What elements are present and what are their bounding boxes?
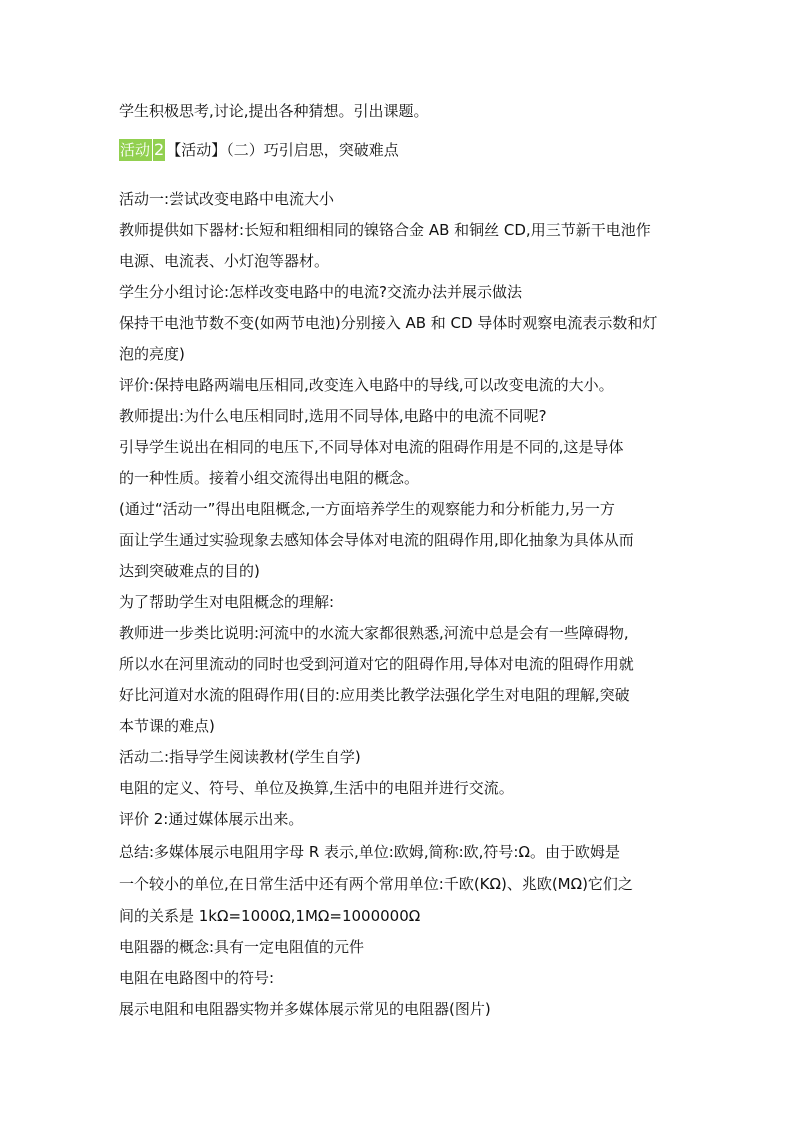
body-line: 评价:保持电路两端电压相同,改变连入电路中的导线,可以改变电流的大小。 [119,376,614,394]
activity-number: 2 [154,140,165,159]
body-line: (通过“活动一”得出电阻概念,一方面培养学生的观察能力和分析能力,另一方 [119,500,615,518]
body-line: 电阻器的概念:具有一定电阻值的元件 [119,938,365,956]
body-line: 教师提供如下器材:长短和粗细相同的镍铬合金 AB 和铜丝 CD,用三节新干电池作 [119,221,651,239]
activity-heading-text: 【活动】（二）巧引启思，突破难点 [166,141,399,159]
activity-heading [119,138,399,162]
body-line: 电源、电流表、小灯泡等器材。 [119,252,330,270]
body-line: 一个较小的单位,在日常生活中还有两个常用单位:千欧(KΩ)、兆欧(MΩ)它们之 [119,875,633,893]
body-line: 学生分小组讨论:怎样改变电路中的电流?交流办法并展示做法 [119,283,523,301]
body-line: 教师提出:为什么电压相同时,选用不同导体,电路中的电流不同呢? [119,407,547,425]
body-line: 展示电阻和电阻器实物并多媒体展示常见的电阻器(图片) [119,1000,491,1018]
activity-tag: 活动 [120,141,151,159]
body-line: 活动一:尝试改变电路中电流大小 [119,190,335,208]
body-line: 为了帮助学生对电阻概念的理解: [119,593,335,611]
body-line: 达到突破难点的目的) [119,562,260,580]
body-line: 评价 2:通过媒体展示出来。 [119,810,304,828]
intro-line: 学生积极思考,讨论,提出各种猜想。引出课题。 [119,102,429,120]
body-line: 电阻的定义、符号、单位及换算,生活中的电阻并进行交流。 [119,779,514,797]
body-line: 所以水在河里流动的同时也受到河道对它的阻碍作用,导体对电流的阻碍作用就 [119,655,634,673]
body-line: 引导学生说出在相同的电压下,不同导体对电流的阻碍作用是不同的,这是导体 [119,438,624,456]
body-line: 面让学生通过实验现象去感知体会导体对电流的阻碍作用,即化抽象为具体从而 [119,531,634,549]
body-line: 本节课的难点) [119,717,215,735]
body-line: 的一种性质。接着小组交流得出电阻的概念。 [119,469,420,487]
body-line: 活动二:指导学生阅读教材(学生自学) [119,748,361,766]
body-line: 教师进一步类比说明:河流中的水流大家都很熟悉,河流中总是会有一些障碍物, [119,624,629,642]
body-line: 泡的亮度) [119,345,185,363]
body-line: 总结:多媒体展示电阻用字母 R 表示,单位:欧姆,简称:欧,符号:Ω。由于欧姆是 [119,843,620,861]
body-line: 电阻在电路图中的符号: [119,969,275,987]
body-line: 间的关系是 1kΩ=1000Ω,1MΩ=1000000Ω [119,907,421,925]
body-line: 保持干电池节数不变(如两节电池)分别接入 AB 和 CD 导体时观察电流表示数和灯 [119,314,658,332]
body-line: 好比河道对水流的阻碍作用(目的:应用类比教学法强化学生对电阻的理解,突破 [119,686,630,704]
